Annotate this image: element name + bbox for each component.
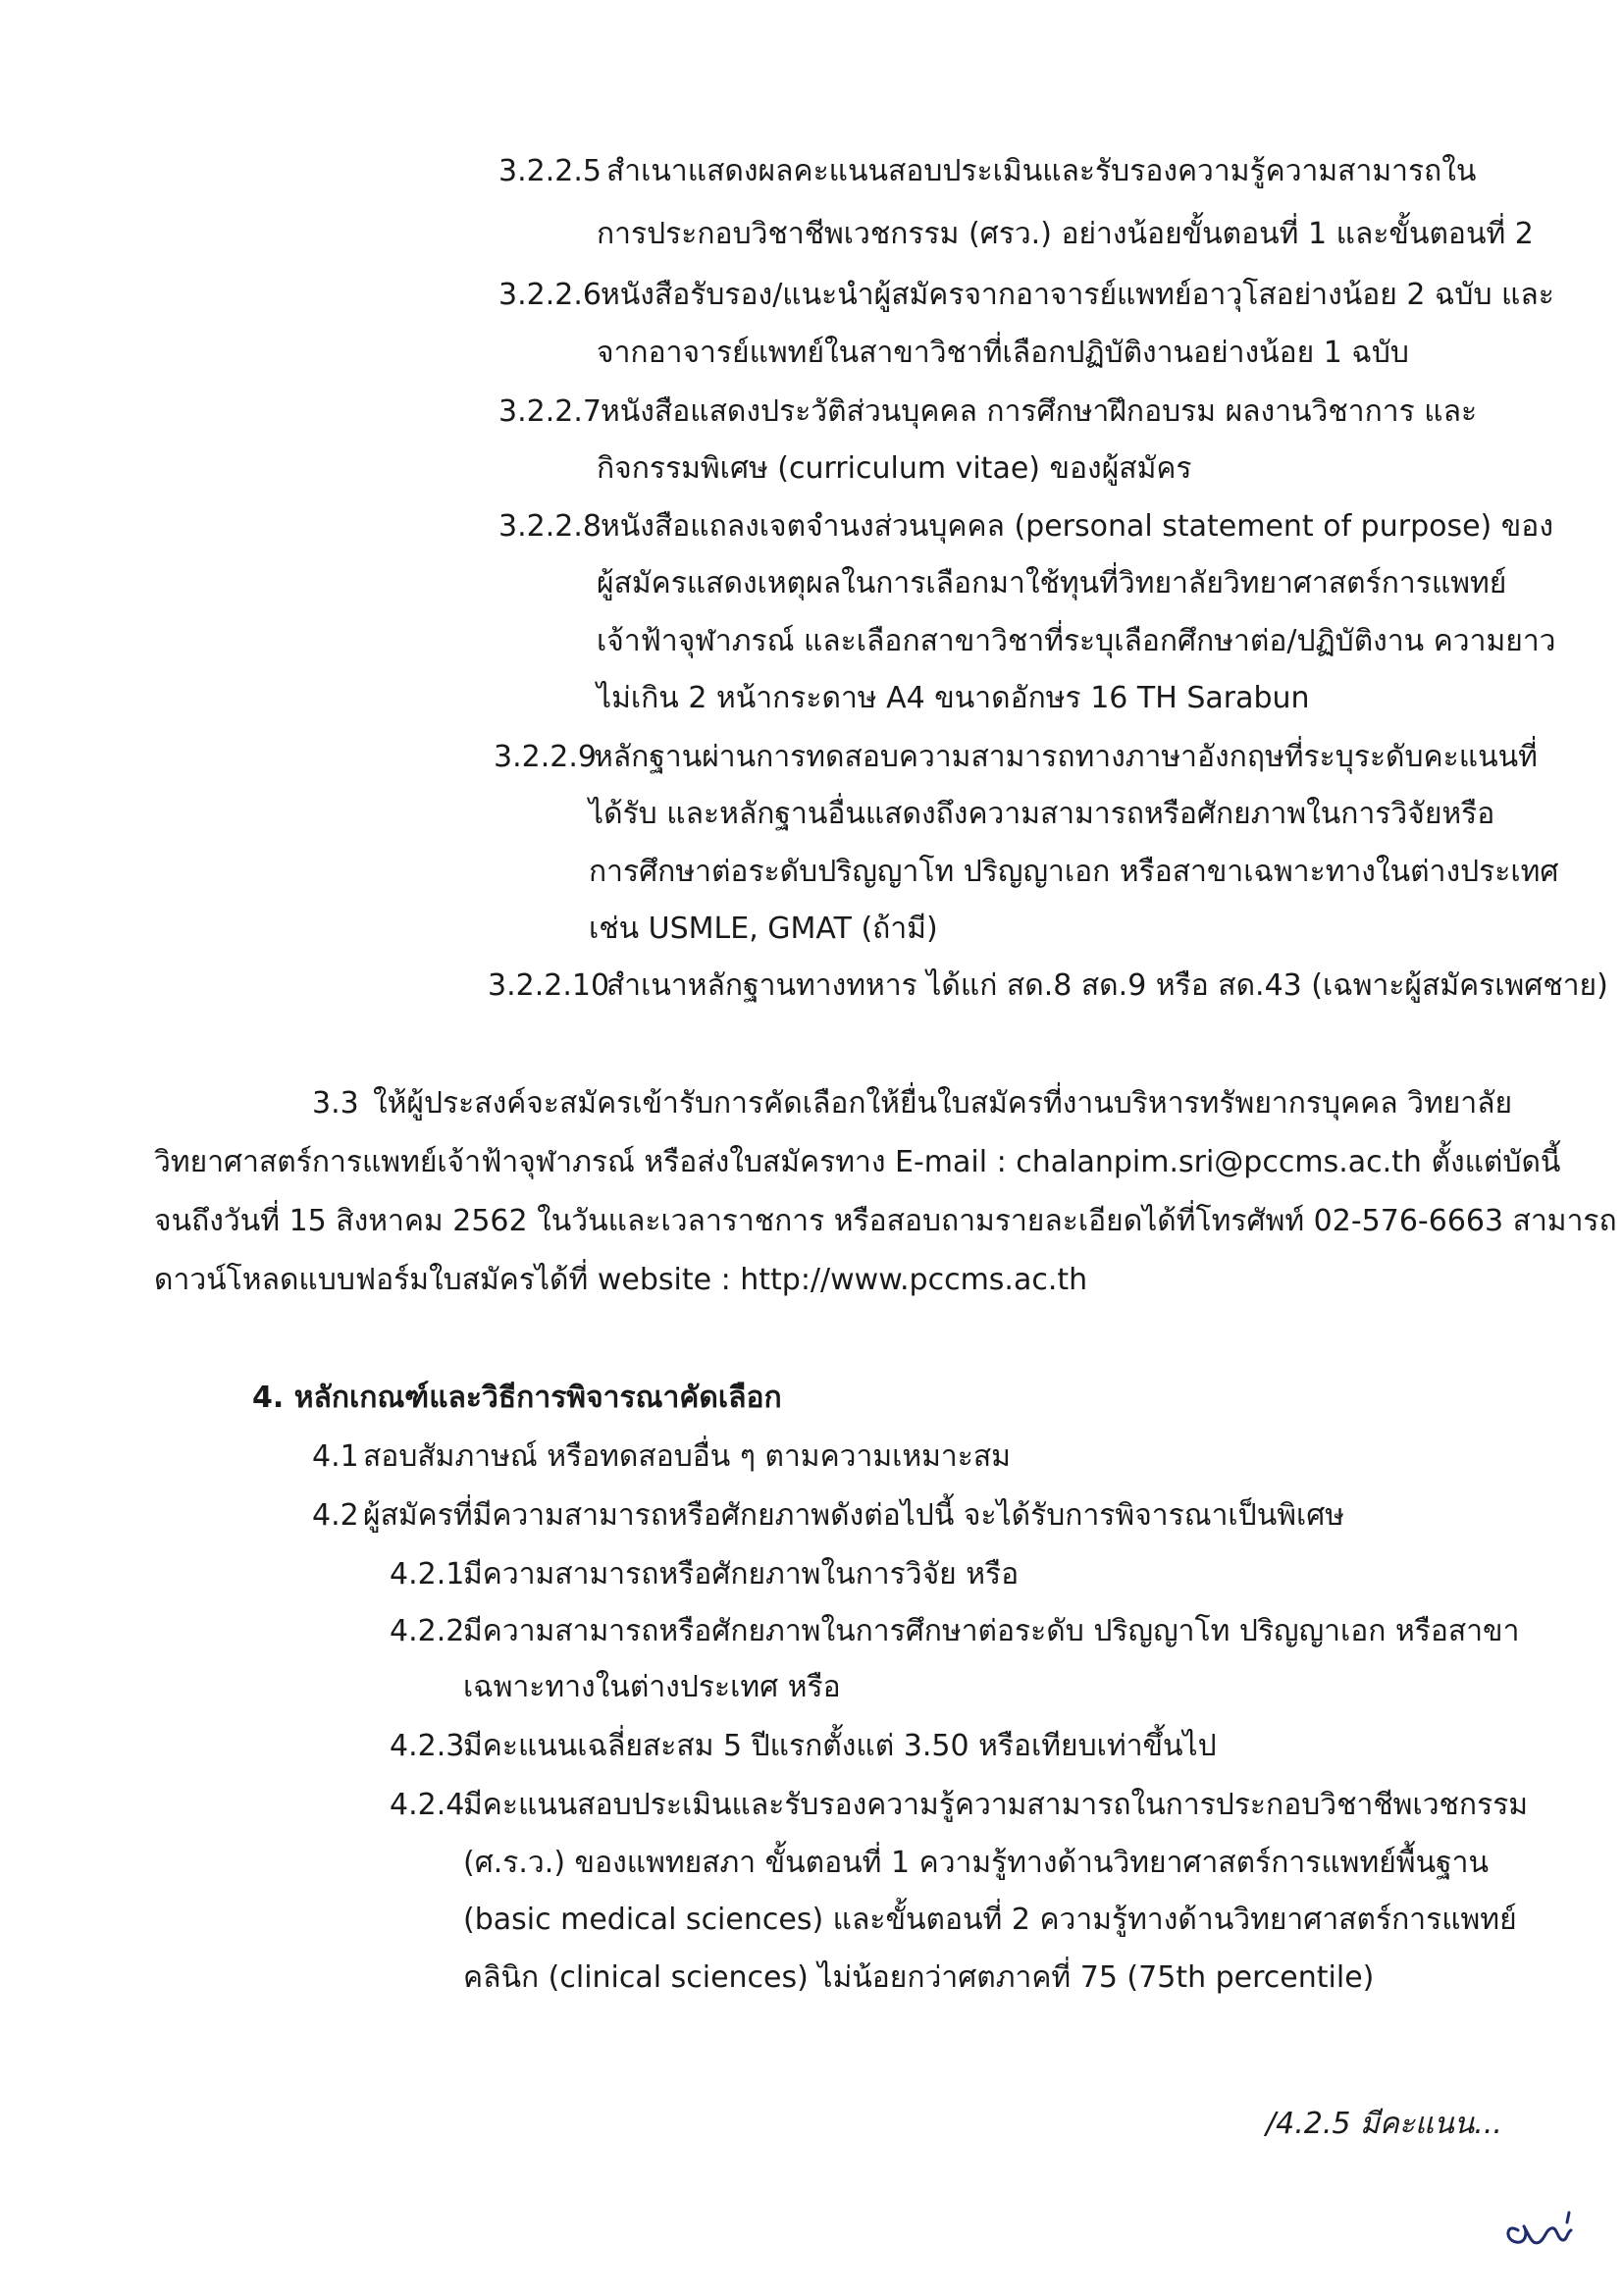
paragraph-line: จนถึงวันที่ 15 สิงหาคม 2562 ในวันและเวลาราชการ หรือสอบถามรายละเอียดได้ที่โทรศัพท์ 02-576-6663 สามารถ	[154, 1204, 1617, 1238]
item-text: ผู้สมัครที่มีความสามารถหรือศักยภาพดังต่อไปนี้ จะได้รับการพิจารณาเป็นพิเศษ	[363, 1498, 1345, 1533]
item-text: เช่น USMLE, GMAT (ถ้ามี)	[589, 912, 938, 946]
paragraph-line: วิทยาศาสตร์การแพทย์เจ้าฟ้าจุฬาภรณ์ หรือส่งใบสมัครทาง E-mail : chalanpim.sri@pccms.ac.th ตั้งแต่บัดนี้	[154, 1145, 1561, 1179]
item-number: 4.1	[312, 1439, 359, 1474]
item-text: เฉพาะทางในต่างประเทศ หรือ	[463, 1670, 841, 1704]
item-text: การศึกษาต่อระดับปริญญาโท ปริญญาเอก หรือสาขาเฉพาะทางในต่างประเทศ	[589, 855, 1559, 889]
item-text: ได้รับ และหลักฐานอื่นแสดงถึงความสามารถหรือศักยภาพในการวิจัยหรือ	[589, 797, 1495, 831]
item-number: 3.2.2.5	[498, 154, 602, 188]
item-number: 4.2	[312, 1498, 359, 1533]
item-text: กิจกรรมพิเศษ (curriculum vitae) ของผู้สมัคร	[597, 451, 1192, 486]
item-text: สำเนาแสดงผลคะแนนสอบประเมินและรับรองความรู้ความสามารถใน	[606, 154, 1477, 188]
item-text: คลินิก (clinical sciences) ไม่น้อยกว่าศตภาคที่ 75 (75th percentile)	[463, 1960, 1375, 1995]
paragraph-line: ให้ผู้ประสงค์จะสมัครเข้ารับการคัดเลือกให้ยื่นใบสมัครที่งานบริหารทรัพยากรบุคคล วิทยาลัย	[373, 1086, 1513, 1121]
item-text: การประกอบวิชาชีพเวชกรรม (ศรว.) อย่างน้อยขั้นตอนที่ 1 และขั้นตอนที่ 2	[597, 217, 1534, 251]
item-text: หนังสือแสดงประวัติส่วนบุคคล การศึกษาฝึกอบรม ผลงานวิชาการ และ	[601, 394, 1478, 429]
item-text: สำเนาหลักฐานทางทหาร ได้แก่ สด.8 สด.9 หรือ สด.43 (เฉพาะผู้สมัครเพศชาย)	[606, 968, 1608, 1003]
item-text: จากอาจารย์แพทย์ในสาขาวิชาที่เลือกปฏิบัติงานอย่างน้อย 1 ฉบับ	[597, 336, 1409, 370]
item-number: 4.2.3	[390, 1729, 465, 1763]
item-text: มีคะแนนสอบประเมินและรับรองความรู้ความสามารถในการประกอบวิชาชีพเวชกรรม	[463, 1788, 1529, 1822]
item-number: 3.2.2.8	[498, 509, 602, 544]
item-number: 3.2.2.6	[498, 278, 602, 312]
paragraph-line: ดาวน์โหลดแบบฟอร์มใบสมัครได้ที่ website : http://www.pccms.ac.th	[154, 1263, 1088, 1297]
item-text: หนังสือแถลงเจตจำนงส่วนบุคคล (personal statement of purpose) ของ	[601, 509, 1553, 544]
item-text: หนังสือรับรอง/แนะนำผู้สมัครจากอาจารย์แพทย์อาวุโสอย่างน้อย 2 ฉบับ และ	[601, 278, 1554, 312]
item-text: (basic medical sciences) และขั้นตอนที่ 2 ความรู้ทางด้านวิทยาศาสตร์การแพทย์	[463, 1903, 1517, 1937]
item-text: มีความสามารถหรือศักยภาพในการวิจัย หรือ	[463, 1557, 1020, 1592]
item-number: 4.2.1	[390, 1557, 465, 1592]
item-text: ผู้สมัครแสดงเหตุผลในการเลือกมาใช้ทุนที่วิทยาลัยวิทยาศาสตร์การแพทย์	[597, 566, 1507, 600]
item-number: 3.2.2.10	[488, 968, 610, 1003]
item-text: (ศ.ร.ว.) ของแพทยสภา ขั้นตอนที่ 1 ความรู้ทางด้านวิทยาศาสตร์การแพทย์พื้นฐาน	[463, 1846, 1489, 1880]
section-heading: 4. หลักเกณฑ์และวิธีการพิจารณาคัดเลือก	[252, 1381, 782, 1415]
item-number: 4.2.2	[390, 1614, 465, 1648]
item-number: 3.2.2.9	[494, 740, 597, 774]
item-text: มีคะแนนเฉลี่ยสะสม 5 ปีแรกตั้งแต่ 3.50 หรือเทียบเท่าขึ้นไป	[463, 1729, 1217, 1763]
item-number: 3.2.2.7	[498, 394, 602, 429]
item-text: เจ้าฟ้าจุฬาภรณ์ และเลือกสาขาวิชาที่ระบุเลือกศึกษาต่อ/ปฏิบัติงาน ความยาว	[597, 624, 1556, 658]
item-text: มีความสามารถหรือศักยภาพในการศึกษาต่อระดับ ปริญญาโท ปริญญาเอก หรือสาขา	[463, 1614, 1520, 1648]
item-text: ไม่เกิน 2 หน้ากระดาษ A4 ขนาดอักษร 16 TH Sarabun	[597, 681, 1310, 715]
item-number: 4.2.4	[390, 1788, 465, 1822]
section-number: 3.3	[312, 1086, 359, 1121]
item-text: สอบสัมภาษณ์ หรือทดสอบอื่น ๆ ตามความเหมาะสม	[363, 1439, 1011, 1474]
handwritten-initials	[1496, 2193, 1585, 2252]
item-text: หลักฐานผ่านการทดสอบความสามารถทางภาษาอังกฤษที่ระบุระดับคะแนนที่	[594, 740, 1538, 774]
continuation-marker: /4.2.5 มีคะแนน...	[1266, 2107, 1502, 2141]
